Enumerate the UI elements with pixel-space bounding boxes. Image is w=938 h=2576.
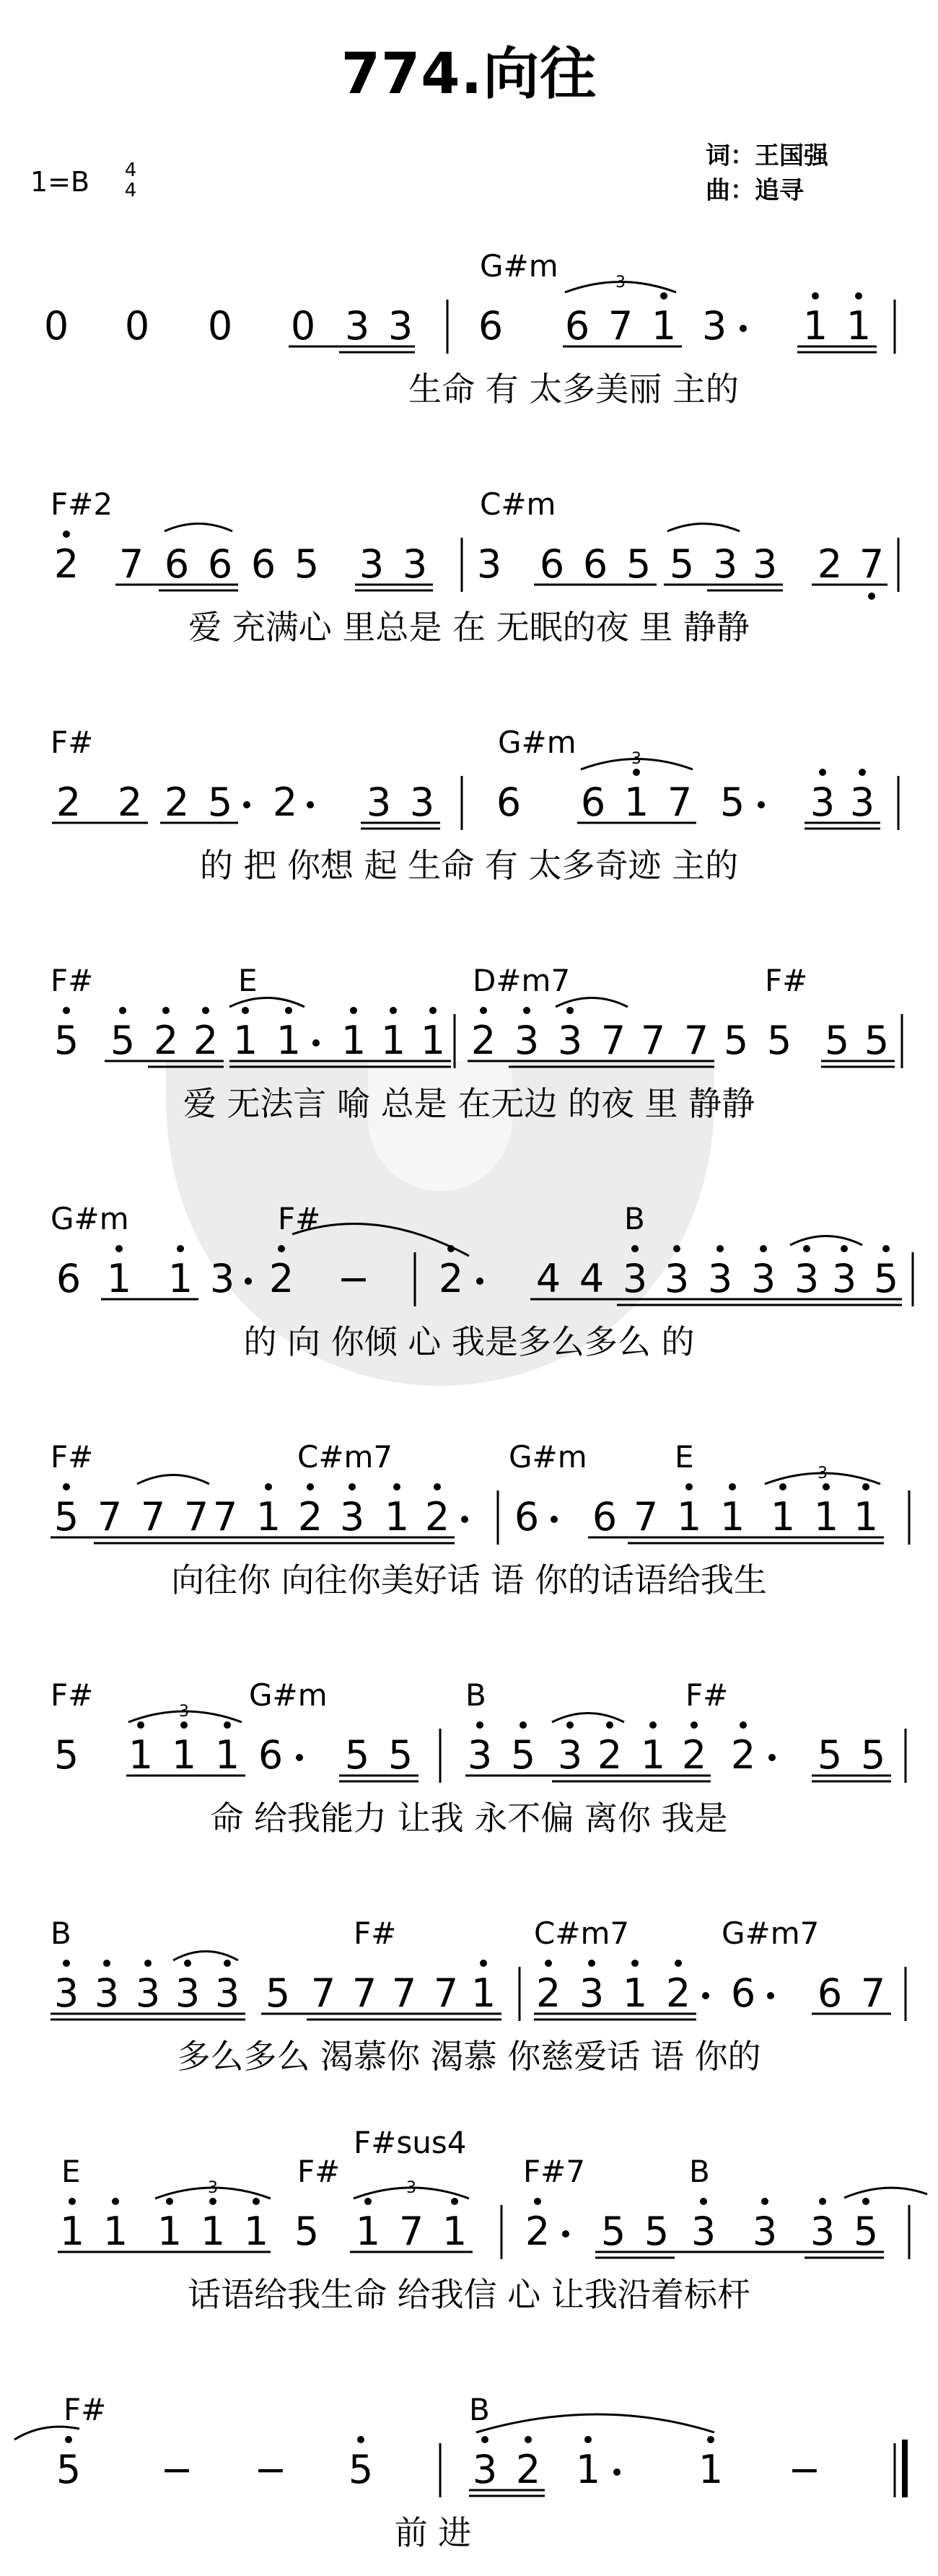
svg-text:1: 1 — [167, 1256, 193, 1301]
chord: G#m — [51, 1201, 129, 1236]
svg-text:3: 3 — [557, 1018, 583, 1063]
svg-text:6: 6 — [514, 1494, 540, 1540]
note: 0 — [290, 303, 316, 349]
svg-text:3: 3 — [622, 1256, 648, 1301]
svg-text:1: 1 — [200, 2209, 226, 2254]
svg-text:1: 1 — [355, 2209, 381, 2254]
system-1-notes — [44, 292, 871, 349]
chord: G#m — [480, 248, 558, 284]
svg-text:6: 6 — [539, 541, 565, 587]
svg-text:3: 3 — [409, 780, 435, 825]
lyric-line: 前 进 — [394, 2513, 472, 2552]
chord: F# — [685, 1677, 729, 1713]
svg-text:3: 3 — [849, 780, 875, 825]
svg-text:7: 7 — [859, 541, 885, 587]
svg-text:7: 7 — [667, 780, 693, 825]
chord: B — [689, 2154, 710, 2189]
time-signature-top: 4 — [124, 160, 137, 181]
chord: D#m7 — [473, 963, 571, 998]
svg-text:3: 3 — [750, 1256, 776, 1301]
svg-text:6: 6 — [592, 1494, 618, 1540]
svg-text:5: 5 — [207, 780, 233, 825]
svg-text:2: 2 — [117, 780, 143, 825]
system-6-notes — [54, 1483, 878, 1540]
svg-text:1: 1 — [420, 1018, 446, 1063]
note: 0 — [43, 303, 69, 349]
system-5-notes — [56, 1245, 898, 1301]
svg-text:7: 7 — [351, 1970, 377, 2016]
chord: F# — [765, 963, 808, 998]
svg-text:3: 3 — [366, 780, 392, 825]
chord: G#m — [249, 1677, 328, 1713]
svg-text:1: 1 — [640, 1732, 666, 1778]
svg-text:1: 1 — [853, 1494, 879, 1540]
system-6-notes-text: 5 7 7 7 7 1 2 3 1 2· | 6· 6 7 1 1 1 1 1 | — [1, 1623, 29, 1625]
svg-text:7: 7 — [398, 2209, 424, 2254]
lyric-line: 爱 充满心 里总是 在 无眠的夜 里 静静 — [188, 608, 750, 647]
svg-text:3: 3 — [339, 1494, 365, 1540]
svg-text:1: 1 — [243, 2209, 269, 2254]
system-9-notes-text: 1 1 1 1 1 5 1 7 1 | 2· 5 5 3 3 3 5 | — [1, 2338, 26, 2339]
svg-text:3: 3 — [406, 2179, 416, 2197]
svg-text:2: 2 — [535, 1970, 561, 2016]
svg-text:4: 4 — [579, 1256, 605, 1301]
svg-text:1: 1 — [384, 1494, 410, 1540]
system-4-notes — [54, 1007, 889, 1063]
svg-text:1: 1 — [676, 1494, 702, 1540]
note: 3 — [701, 303, 727, 349]
system-10-notes — [56, 2436, 821, 2492]
svg-text:3: 3 — [53, 1970, 79, 2016]
chord: F# — [354, 1916, 397, 1951]
chord: F# — [63, 2392, 107, 2427]
lyric-line: 多么多么 渴慕你 渴慕 你慈爱话 语 你的 — [177, 2037, 761, 2076]
svg-text:5: 5 — [860, 1732, 886, 1778]
svg-text:2: 2 — [56, 780, 82, 825]
svg-text:1: 1 — [171, 1732, 197, 1778]
svg-text:6: 6 — [258, 1732, 284, 1778]
svg-text:6: 6 — [250, 541, 276, 587]
svg-text:2: 2 — [268, 1256, 294, 1301]
svg-text:3: 3 — [402, 541, 428, 587]
svg-text:5: 5 — [344, 1732, 370, 1778]
chord: F# — [297, 2154, 341, 2189]
svg-text:5: 5 — [873, 1256, 899, 1301]
system-10-notes-text: 5 - - 5 | 3 2 1· 1 - || — [1, 2569, 15, 2570]
system-8-notes-text: 3 3 3 3 3 5 7 7 7 7 1 | 2 3 1 2· 6· 6 7 | — [1, 2100, 29, 2101]
chord: C#m — [480, 486, 556, 522]
svg-text:−: − — [788, 2447, 821, 2492]
lyric-line: 话语给我生命 给我信 心 让我沿着标杆 — [188, 2275, 750, 2314]
note: 7 — [608, 303, 634, 349]
svg-text:1: 1 — [622, 1970, 648, 2016]
svg-text:1: 1 — [470, 1970, 496, 2016]
svg-text:7: 7 — [433, 1970, 459, 2016]
system-1-notes-text: 0 0 0 0 3 3 | 6 6 7 1 3· 1 1 | — [1, 432, 22, 434]
system-7-notes — [54, 1721, 885, 1778]
lyric-line: 的 把 你想 起 生命 有 太多奇迹 主的 — [199, 846, 739, 885]
svg-text:2: 2 — [525, 2209, 551, 2254]
system-2-notes-text: 2 7 6 6 6 5 3 3 | 3 6 6 5 5 3 3 2 7 | — [1, 671, 27, 672]
svg-text:5: 5 — [824, 1018, 850, 1063]
svg-text:5: 5 — [669, 541, 695, 587]
svg-text:4: 4 — [535, 1256, 561, 1301]
svg-text:3: 3 — [794, 1256, 820, 1301]
svg-text:1: 1 — [157, 2209, 183, 2254]
chord: G#m — [509, 1439, 587, 1475]
note: 0 — [124, 303, 150, 349]
svg-text:5: 5 — [644, 2209, 670, 2254]
svg-text:6: 6 — [817, 1970, 843, 2016]
svg-text:5: 5 — [53, 1018, 79, 1063]
svg-text:1: 1 — [255, 1494, 281, 1540]
system-3-notes — [56, 769, 875, 825]
svg-text:6: 6 — [730, 1970, 756, 2016]
chord: C#m7 — [534, 1916, 630, 1951]
chord: G#m — [498, 725, 577, 760]
lyric-line: 的 向 你倾 心 我是多么多么 的 — [243, 1322, 695, 1361]
svg-text:5: 5 — [387, 1732, 413, 1778]
svg-text:1: 1 — [106, 1256, 132, 1301]
svg-text:1: 1 — [102, 2209, 128, 2254]
svg-text:1: 1 — [719, 1494, 745, 1540]
svg-text:3: 3 — [94, 1970, 120, 2016]
svg-text:2: 2 — [438, 1256, 464, 1301]
svg-text:5: 5 — [265, 1970, 291, 2016]
svg-text:3: 3 — [179, 1703, 189, 1721]
system-9-notes — [60, 2198, 878, 2254]
chord: F# — [51, 1677, 94, 1713]
system-3-notes-text: 2 2 2 5· 2· 3 3 | 6 6 1 7 5· 3 3 | — [1, 909, 24, 910]
svg-text:5: 5 — [853, 2209, 879, 2254]
chord: F#7 — [523, 2154, 586, 2189]
system-4 — [51, 963, 889, 1063]
svg-text:3: 3 — [209, 1256, 235, 1301]
svg-text:5: 5 — [510, 1732, 536, 1778]
svg-text:3: 3 — [810, 2209, 836, 2254]
svg-text:1: 1 — [623, 780, 649, 825]
key-signature: 1=B — [30, 166, 90, 198]
svg-text:1: 1 — [575, 2447, 601, 2492]
svg-text:3: 3 — [712, 541, 738, 587]
svg-text:7: 7 — [140, 1494, 166, 1540]
svg-text:5: 5 — [766, 1018, 792, 1063]
note: 3 — [344, 303, 370, 349]
svg-text:6: 6 — [582, 541, 608, 587]
svg-text:7: 7 — [391, 1970, 417, 2016]
svg-text:6: 6 — [496, 780, 522, 825]
svg-text:5: 5 — [110, 1018, 136, 1063]
svg-text:1: 1 — [128, 1732, 154, 1778]
svg-text:6: 6 — [580, 780, 606, 825]
svg-text:1: 1 — [341, 1018, 367, 1063]
note: 6 — [478, 303, 504, 349]
svg-text:1: 1 — [698, 2447, 724, 2492]
svg-text:3: 3 — [557, 1732, 583, 1778]
chord: C#m7 — [297, 1439, 393, 1475]
note: 1 — [651, 303, 677, 349]
svg-text:1: 1 — [232, 1018, 258, 1063]
svg-text:7: 7 — [183, 1494, 209, 1540]
svg-text:3: 3 — [810, 780, 836, 825]
svg-text:−: − — [337, 1256, 370, 1301]
svg-text:5: 5 — [723, 1018, 749, 1063]
svg-text:3: 3 — [752, 541, 778, 587]
svg-text:1: 1 — [276, 1018, 302, 1063]
chord: F# — [51, 963, 94, 998]
svg-text:2: 2 — [164, 780, 190, 825]
svg-text:3: 3 — [579, 1970, 605, 2016]
svg-text:3: 3 — [472, 2447, 498, 2492]
svg-text:1: 1 — [380, 1018, 406, 1063]
svg-text:1: 1 — [813, 1494, 839, 1540]
svg-text:3: 3 — [818, 1464, 828, 1483]
svg-text:1: 1 — [770, 1494, 796, 1540]
system-7-notes-text: 5 1 1 1 6· 5 5 | 3 5 3 2 1 2 2· 5 5 | — [1, 1861, 26, 1863]
lyric-line: 生命 有 太多美丽 主的 — [408, 370, 739, 409]
system-1 — [44, 248, 871, 349]
svg-text:5: 5 — [864, 1018, 890, 1063]
svg-text:3: 3 — [615, 274, 626, 292]
chord: B — [465, 1677, 486, 1713]
svg-text:3: 3 — [467, 1732, 493, 1778]
svg-text:7: 7 — [212, 1494, 238, 1540]
svg-text:3: 3 — [752, 2209, 778, 2254]
svg-text:1: 1 — [59, 2209, 85, 2254]
svg-text:7: 7 — [683, 1018, 709, 1063]
chord: F# — [51, 725, 94, 760]
chord: F# — [278, 1201, 321, 1236]
svg-text:5: 5 — [600, 2209, 626, 2254]
lyric-line: 命 给我能力 让我 永不偏 离你 我是 — [210, 1799, 728, 1838]
chord: B — [624, 1201, 645, 1236]
svg-text:3: 3 — [359, 541, 385, 587]
svg-text:3: 3 — [214, 1970, 240, 2016]
chord: F#2 — [51, 486, 113, 522]
svg-text:3: 3 — [664, 1256, 690, 1301]
system-5-notes-text: 6 1 1 3· 2 - | 2· 4 4 3 3 3 3 3 3 5 | — [1, 1385, 26, 1387]
svg-text:2: 2 — [681, 1732, 707, 1778]
svg-text:2: 2 — [817, 541, 843, 587]
system-4-notes-text: 5 5 2 2 1 1· 1 1 1 | 2 3 3 7 7 7 5 5 5 5 | — [1, 1147, 30, 1148]
svg-text:3: 3 — [476, 541, 502, 587]
svg-text:7: 7 — [640, 1018, 666, 1063]
svg-text:7: 7 — [633, 1494, 659, 1540]
svg-text:2: 2 — [730, 1732, 756, 1778]
svg-text:5: 5 — [348, 2447, 374, 2492]
lyric-line: 向往你 向往你美好话 语 你的话语给我生 — [171, 1560, 767, 1599]
svg-text:5: 5 — [817, 1732, 843, 1778]
svg-text:2: 2 — [153, 1018, 179, 1063]
system-5 — [51, 1201, 898, 1301]
system-6 — [51, 1439, 878, 1540]
svg-text:6: 6 — [56, 1256, 82, 1301]
svg-text:1: 1 — [214, 1732, 240, 1778]
svg-text:5: 5 — [53, 1494, 79, 1540]
svg-text:5: 5 — [56, 2447, 82, 2492]
chord: B — [469, 2392, 490, 2427]
svg-text:−: − — [160, 2447, 193, 2492]
system-9 — [60, 2125, 878, 2254]
svg-text:5: 5 — [294, 541, 320, 587]
svg-text:5: 5 — [626, 541, 652, 587]
chord: E — [675, 1439, 694, 1475]
svg-text:3: 3 — [175, 1970, 201, 2016]
chord: G#m7 — [722, 1916, 820, 1951]
svg-text:2: 2 — [470, 1018, 496, 1063]
svg-text:3: 3 — [691, 2209, 716, 2254]
composer-credit: 曲：追寻 — [706, 176, 804, 205]
svg-text:2: 2 — [193, 1018, 219, 1063]
svg-text:7: 7 — [118, 541, 144, 587]
chord: E — [61, 2154, 81, 2189]
svg-text:2: 2 — [424, 1494, 450, 1540]
note: 0 — [207, 303, 233, 349]
time-signature-bottom: 4 — [124, 180, 137, 201]
system-2 — [51, 486, 884, 600]
svg-text:3: 3 — [631, 750, 641, 768]
chord: F#sus4 — [354, 2125, 467, 2160]
svg-text:2: 2 — [53, 541, 79, 587]
svg-text:5: 5 — [719, 780, 745, 825]
svg-text:7: 7 — [860, 1970, 886, 2016]
svg-text:2: 2 — [665, 1970, 691, 2016]
svg-text:3: 3 — [135, 1970, 161, 2016]
svg-text:3: 3 — [208, 2179, 218, 2197]
lyric-line: 爱 无法言 喻 总是 在无边 的夜 里 静静 — [183, 1084, 755, 1123]
note: 3 — [387, 303, 413, 349]
song-title: 774.向往 — [341, 42, 597, 107]
svg-text:2: 2 — [297, 1494, 323, 1540]
svg-text:−: − — [254, 2447, 287, 2492]
lyricist-credit: 词：王国强 — [706, 141, 828, 170]
svg-text:2: 2 — [515, 2447, 541, 2492]
system-8 — [51, 1916, 885, 2016]
svg-text:7: 7 — [600, 1018, 626, 1063]
svg-text:6: 6 — [207, 541, 233, 587]
svg-text:1: 1 — [442, 2209, 468, 2254]
svg-text:3: 3 — [707, 1256, 733, 1301]
svg-text:2: 2 — [597, 1732, 623, 1778]
svg-text:2: 2 — [272, 780, 298, 825]
svg-text:3: 3 — [514, 1018, 540, 1063]
chord: E — [238, 963, 258, 998]
svg-text:3: 3 — [831, 1256, 857, 1301]
svg-text:7: 7 — [310, 1970, 336, 2016]
system-7 — [51, 1677, 885, 1778]
svg-text:5: 5 — [53, 1732, 79, 1778]
system-10 — [56, 2392, 821, 2492]
note: 1 — [802, 303, 828, 349]
system-8-notes — [54, 1960, 885, 2016]
chord: B — [51, 1916, 71, 1951]
note: 1 — [846, 303, 872, 349]
svg-text:7: 7 — [97, 1494, 123, 1540]
note: 6 — [564, 303, 590, 349]
chord: F# — [51, 1439, 94, 1475]
svg-text:6: 6 — [164, 541, 190, 587]
svg-text:5: 5 — [294, 2209, 320, 2254]
